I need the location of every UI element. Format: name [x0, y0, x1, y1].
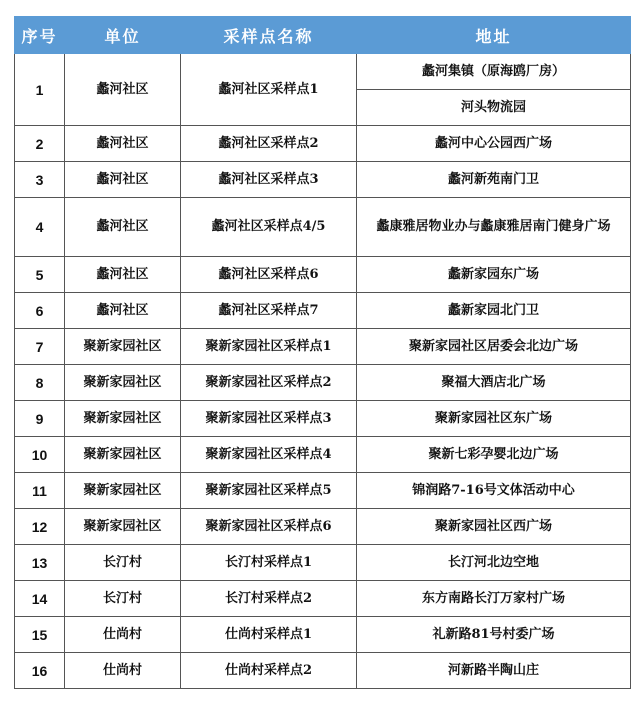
row-number: 13	[15, 545, 65, 581]
row-address: 东方南路长汀万家村广场	[357, 581, 631, 617]
table-row	[15, 653, 631, 689]
row-unit: 仕尚村	[65, 617, 181, 653]
row-number: 8	[15, 365, 65, 401]
table-row	[15, 126, 631, 162]
header-row	[15, 17, 631, 54]
row-address: 蠡新家园北门卫	[357, 293, 631, 329]
row-address: 聚福大酒店北广场	[357, 365, 631, 401]
row-site-name: 长汀村采样点2	[181, 581, 357, 617]
row-number: 3	[15, 162, 65, 198]
table-row	[15, 198, 631, 257]
row-unit: 仕尚村	[65, 653, 181, 689]
row-site-name: 蠡河社区采样点6	[181, 257, 357, 293]
table-row	[15, 617, 631, 653]
row-unit: 蠡河社区	[65, 198, 181, 257]
table-row	[15, 54, 631, 90]
row-unit: 聚新家园社区	[65, 473, 181, 509]
table-row	[15, 473, 631, 509]
row-site-name: 聚新家园社区采样点2	[181, 365, 357, 401]
table-row	[15, 401, 631, 437]
row-site-name: 蠡河社区采样点2	[181, 126, 357, 162]
header-site-name: 采样点名称	[181, 17, 357, 54]
row-unit: 蠡河社区	[65, 162, 181, 198]
row-unit: 蠡河社区	[65, 257, 181, 293]
row-number: 2	[15, 126, 65, 162]
table-row	[15, 581, 631, 617]
row-address: 聚新家园社区居委会北边广场	[357, 329, 631, 365]
row-site-name: 聚新家园社区采样点3	[181, 401, 357, 437]
row-number: 14	[15, 581, 65, 617]
row-address: 礼新路81号村委广场	[357, 617, 631, 653]
row-address: 蠡康雅居物业办与蠡康雅居南门健身广场	[357, 198, 631, 257]
row-number: 1	[15, 54, 65, 126]
row-address: 长汀河北边空地	[357, 545, 631, 581]
table-row	[15, 257, 631, 293]
row-unit: 聚新家园社区	[65, 437, 181, 473]
row-address: 锦润路7-16号文体活动中心	[357, 473, 631, 509]
table-row	[15, 293, 631, 329]
row-unit: 蠡河社区	[65, 126, 181, 162]
row-unit: 蠡河社区	[65, 54, 181, 126]
row-address: 河新路半陶山庄	[357, 653, 631, 689]
row-number: 9	[15, 401, 65, 437]
row-site-name: 聚新家园社区采样点4	[181, 437, 357, 473]
table-row	[15, 545, 631, 581]
row-site-name: 蠡河社区采样点4/5	[181, 198, 357, 257]
header-number: 序号	[15, 17, 65, 54]
row-site-name: 蠡河社区采样点1	[181, 54, 357, 126]
table-row	[15, 365, 631, 401]
row-site-name: 聚新家园社区采样点5	[181, 473, 357, 509]
row-number: 15	[15, 617, 65, 653]
row-address: 聚新家园社区东广场	[357, 401, 631, 437]
row-site-name: 仕尚村采样点1	[181, 617, 357, 653]
row-address: 聚新家园社区西广场	[357, 509, 631, 545]
row-unit: 聚新家园社区	[65, 509, 181, 545]
row-unit: 聚新家园社区	[65, 401, 181, 437]
table-row	[15, 437, 631, 473]
row-number: 4	[15, 198, 65, 257]
row-site-name: 蠡河社区采样点3	[181, 162, 357, 198]
row-number: 10	[15, 437, 65, 473]
row-unit: 蠡河社区	[65, 293, 181, 329]
table-row	[15, 509, 631, 545]
row-site-name: 长汀村采样点1	[181, 545, 357, 581]
row-address: 蠡河集镇（原海鸥厂房）	[357, 54, 631, 90]
row-site-name: 蠡河社区采样点7	[181, 293, 357, 329]
row-address: 聚新七彩孕婴北边广场	[357, 437, 631, 473]
row-number: 5	[15, 257, 65, 293]
row-unit: 长汀村	[65, 545, 181, 581]
table-row	[15, 329, 631, 365]
row-unit: 聚新家园社区	[65, 365, 181, 401]
header-unit: 单位	[65, 17, 181, 54]
row-number: 11	[15, 473, 65, 509]
row-address: 蠡河中心公园西广场	[357, 126, 631, 162]
row-site-name: 仕尚村采样点2	[181, 653, 357, 689]
header-address: 地址	[357, 17, 631, 54]
row-unit: 聚新家园社区	[65, 329, 181, 365]
row-site-name: 聚新家园社区采样点1	[181, 329, 357, 365]
row-site-name: 聚新家园社区采样点6	[181, 509, 357, 545]
row-number: 7	[15, 329, 65, 365]
row-address: 蠡新家园东广场	[357, 257, 631, 293]
row-address: 蠡河新苑南门卫	[357, 162, 631, 198]
table-row	[15, 162, 631, 198]
row-unit: 长汀村	[65, 581, 181, 617]
row-address: 河头物流园	[357, 90, 631, 126]
row-number: 12	[15, 509, 65, 545]
row-number: 16	[15, 653, 65, 689]
sampling-sites-table	[14, 16, 631, 689]
row-number: 6	[15, 293, 65, 329]
